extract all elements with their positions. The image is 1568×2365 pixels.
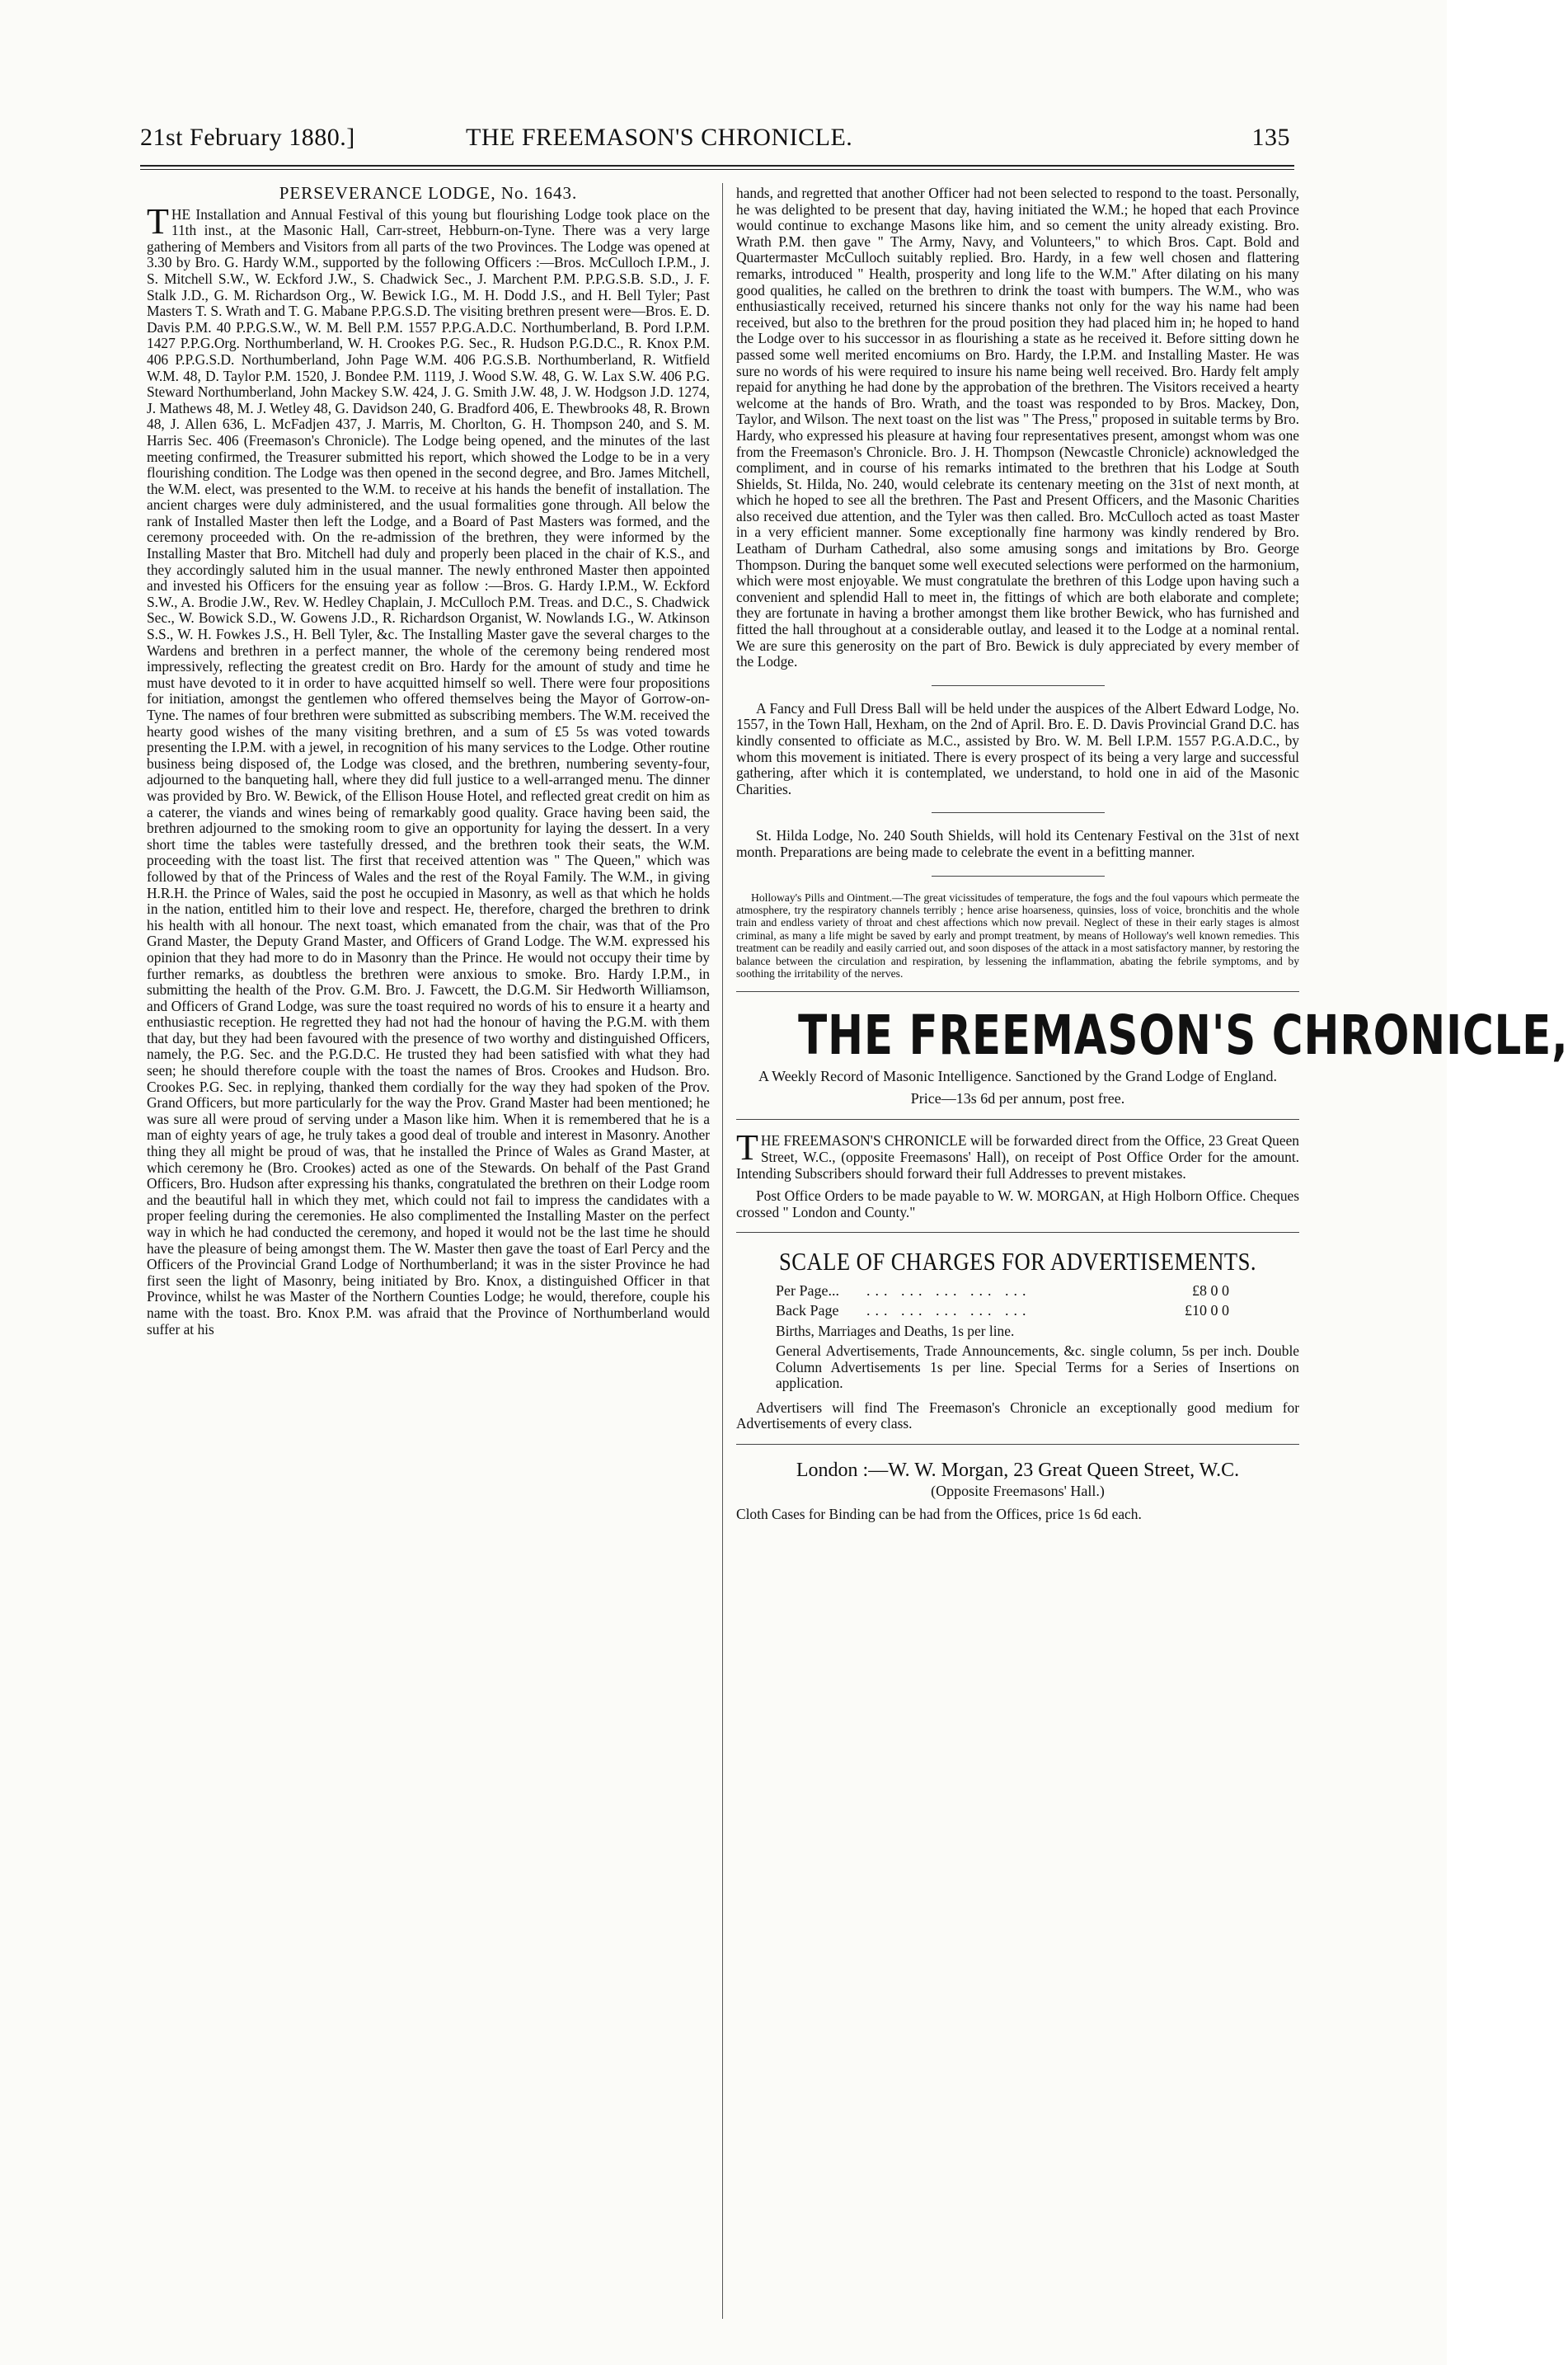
column-divider [722,183,723,2319]
opposite-hall: (Opposite Freemasons' Hall.) [931,1482,1105,1499]
right-column [736,185,1568,2313]
divider [932,685,1105,686]
charge-dots: ... ... ... ... ... [866,1302,1031,1319]
chronicle-subtitle: A Weekly Record of Masonic Intelligence. Sanctioned by the Grand Lodge of England. [758,1068,1278,1085]
london-address: London :—W. W. Morgan, 23 Great Queen Street, W.C. [796,1459,1240,1481]
page-number: 135 [1251,124,1290,151]
scale-of-charges-heading: SCALE OF CHARGES FOR ADVERTISEMENTS. [778,1247,1256,1277]
divider [736,1444,1299,1445]
charge-dots: ... ... ... ... ... [866,1282,1031,1300]
forwarding-notice: THE FREEMASON'S CHRONICLE will be forwarded direct from the Office, 23 Great Queen Street, W.C., (opposite Freemasons' Hall), on receipt of Post Office Order for the amount. Intending Subscribers should forward their full Addresses to prevent mistakes. [736,1127,1299,1182]
lodge-report-body: THE Installation and Annual Festival of this young but flourishing Lodge took place on the 11th inst., at the Masonic Hall, Carr-street, Hebburn-on-Tyne. There was a very large gathering of Members and Visitors from all parts of the two Provinces. The Lodge was opened at 3.30 by Bro. G. Hardy W.M., supported by the following Officers :—Bros. McCulloch I.P.M., J. S. Mitchell S.W., W. Eckford J.W., S. Chadwick Sec., J. Marchent P.M. P.P.G.S.B. S.D., J. F. Stalk J.D., G. M. Richardson Org., W. Bewick I.G., M. H. Dodd J.S., and H. Bell Tyler; Past Masters T. S. Wrath and T. G. Mabane P.P.G.S.D. The visiting brethren present were—Bros. E. D. Davis P.M. 40 P.P.G.S.W., W. M. Bell P.M. 1557 P.P.G.A.D.C. Northumberland, B. Pord I.P.M. 1427 P.P.G.Org. Northumberland, W. H. Crookes P.G. Sec., R. Hudson P.G.D.C., R. Knox P.M. 406 P.P.G.S.D. Northumberland, John Page W.M. 406 P.G.S.B. Northumberland, R. Witfield W.M. 48, D. Taylor P.M. 1520, J. Bondee P.M. 1119, J. Wood S.W. 48, G. W. Lax S.W. 406 P.G. Steward Northumberland, John Mackey S.W. 424, J. G. Smith J.W. 48, J. W. Hodgson J.D. 1274, J. Mathews 48, M. J. Wetley 48, G. Davidson 240, G. Bradford 406, E. Thewbrooks 48, R. Brown 48, J. Allen 636, L. McFadjen 437, J. Marris, M. Chorlton, G. H. Thompson 240, and S. M. Harris Sec. 406 (Freemason's Chronicle). The Lodge being opened, and the minutes of the last meeting confirmed, the Treasurer submitted his report, which showed the Lodge to be in a very flourishing condition. The Lodge was then opened in the second degree, and Bro. James Mitchell, the W.M. elect, was presented to the W.M. to receive at his hands the benefit of installation. The ancient charges were duly administered, and the usual formalities gone through. All below the rank of Installed Master then left the Lodge, and a Board of Past Masters was formed, and the ceremony proceeded with. On the re-admission of the brethren, they were informed by the Installing Master that Bro. Mitchell had duly and properly been placed in the chair of K.S., and they accordingly saluted him in the usual manner. The newly enthroned Master then appointed and invested his Officers for the ensuing year as follow :—Bros. G. Hardy I.P.M., W. Eckford S.W., A. Brodie J.W., Rev. W. Hedley Chaplain, J. McCulloch P.M. Treas. and D.C., S. Chadwick Sec., W. Bowick S.D., W. Gowens J.D., R. Richardson Organist, W. Nowlands I.G., W. Atkinson S.S., W. H. Fowkes J.S., H. Bell Tyler, &c. The Installing Master gave the several charges to the Wardens and brethren in a perfect manner, the whole of the ceremony being rendered most impressively, reflecting the greatest credit on Bro. Hardy for the amount of study and time he must have devoted to it in order to have acquitted himself so well. There were four propositions for initiation, amongst the gentlemen who offered themselves being the Mayor of Gorrow-on-Tyne. The names of four brethren were submitted as subscribing members. The W.M. received the hearty good wishes of the many visiting brethren, and a sum of £5 5s was voted towards presenting the I.P.M. with a jewel, in recognition of his many services to the Lodge. Other routine business being disposed of, the Lodge was closed, and the brethren, numbering seventy-four, adjourned to the banqueting hall, where they did full justice to a well-arranged menu. The dinner was provided by Bro. W. Bewick, of the Ellison House Hotel, and reflected great credit on him as a caterer, the viands and wines being of remarkably good quality. Grace having been said, the brethren adjourned to the smoking room to give an opportunity for laying the dessert. In a very short time the tables were tastefully dressed, and the brethren took their seats, the W.M. proceeding with the toast list. The first that received attention was " The Queen," which was followed by that of the Princess of Wales and the rest of the Royal Family. The W.M., in giving H.R.H. the Prince of Wales, said the post he occupied in Masonry, as well as that which he holds in the nation, entitled him to their love and respect. He, therefore, charged the brethren to drink his health with all honour. The next toast, which emanated from the chair, was that of the Pro Grand Master, the Deputy Grand Master, and Officers of Grand Lodge. The W.M. expressed his opinion that they had more to do in Masonry than the Prince. He would not occupy their time by further remarks, as doubtless the brethren were anxious to smoke. Bro. Hardy I.P.M., in submitting the health of the Prov. G.M. Bro. J. Fawcett, the D.G.M. Sir Hedworth Williamson, and Officers of Grand Lodge, was sure the toast required no words of his to ensure it a hearty and enthusiastic reception. He regretted they had not had the honour of having the P.G.M. with them that day, but they had been favoured with the presence of two worthy and distinguished Officers, namely, the P.G. Sec. and the P.G.D.C. He trusted they had been satisfied with what they had seen; he should therefore couple with the toast the names of Bros. Crookes and Hudson. Bro. Crookes P.G. Sec. in replying, thanked them cordially for the way they had spoken of the Prov. Grand Officers, but more particularly for the way the Prov. Grand Master had been mentioned; he was sure all were proud of serving under a Mason like him. When it is remembered that he is a man of eighty years of age, he truly takes a good deal of trouble and interest in Masonry. Another thing they all might be proud of was, that he installed the Prince of Wales as Grand Master, at which ceremony he (Bro. Crookes) acted as one of the Stewards. On behalf of the Past Grand Officers, Bro. Hudson after expressing his thanks, congratulated the brethren on their Lodge room and the beautiful hall in which they met, which could not fail to impress the candidates with a proper feeling during the ceremonies. He also complimented the Installing Master on the perfect way in which he had conducted the ceremony, and hoped it would not be the last time he should have the pleasure of being amongst them. The W. Master then gave the toast of Earl Percy and the Officers of the Provincial Grand Lodge of Northumberland; it was in the sister Province he had first seen the light of Masonry, being initiated by Bro. Knox, a distinguished Officer in that Province, whilst he was Master of the Northern Counties Lodge; he would, therefore, couple his name with the toast. Bro. Knox P.M. was afraid that the Province of Northumberland would suffer at his [147,200,710,1338]
st-hilda-notice: St. Hilda Lodge, No. 240 South Shields, will hold its Centenary Festival on the 31st of next month. Preparations are being made to celebrate the event in a befitting manner. [736,827,1299,860]
charge-row [776,1300,1299,1320]
ball-notice: A Fancy and Full Dress Ball will be held under the auspices of the Albert Edward Lodge, No. 1557, in the Town Hall, Hexham, on the 2nd of April. Bro. E. D. Davis Provincial Grand D.C. has kindly consented to officiate as M.C., assisted by Bro. W. M. Bell I.P.M. 1557 P.G.A.D.C., by whom this movement is initiated. There is every prospect of its being a very large and successful gathering, after which it is contemplated, we understand, to hold one in aid of the Masonic Charities. [736,699,1299,797]
publication-title: THE FREEMASON'S CHRONICLE. [466,124,853,151]
holloway-advert: Holloway's Pills and Ointment.—The great vicissitudes of temperature, the fogs and the foul vapours which permeate the atmosphere, try the respiratory channels terribly ; hence arise hoarseness, quinsies, loss of voice, bronchitis and the whole train and endless variety of throat and chest affections which now prevail. Neglect of these in their early stages is almost criminal, as many a life might be saved by early and prompt treatment, by means of Holloway's well known remedies. This treatment can be readily and easily carried out, and soon disposes of the attack in a most satisfactory manner, by restoring the balance between the circulation and respiration, by lessening the inflammation, abating the febrile symptoms, and by soothing the irritability of the nerves. [736,891,1299,980]
article-heading: PERSEVERANCE LODGE, No. 1643. [279,183,578,203]
masthead-rule-thin [140,169,1294,170]
postal-orders-notice: Post Office Orders to be made payable to W. W. MORGAN, at High Holborn Office. Cheques crossed " London and County." [736,1187,1299,1220]
advertisers-note: Advertisers will find The Freemason's Chronicle an exceptionally good medium for Advertisements of every class. [736,1399,1299,1432]
left-column [147,183,710,2313]
charge-amount: £10 0 0 [1185,1302,1229,1319]
masthead-rule [140,165,1294,167]
divider [932,876,1105,877]
lodge-report-continuation: hands, and regretted that another Officer had not been selected to respond to the toast. Personally, he was delighted to be present that day, having initiated the W.M.; he hoped that each Province would continue to exchange Masons like him, and so cement the unity already existing. Bro. Wrath P.M. then gave " The Army, Navy, and Volunteers," to which Bros. Capt. Bold and Quartermaster McCulloch suitably replied. Bro. Hardy, in a few well chosen and flattering remarks, introduced " Health, prosperity and long life to the W.M." After dilating on his many good qualities, he called on the brethren to drink the toast with bumpers. The W.M., who was enthusiastically received, returned his sincere thanks not only for the way his name had been received, but also to the brethren for the proud position they had placed him in; he hoped to hand the Lodge over to his successor in as flourishing a state as he received it. Before sitting down he passed some well merited encomiums on Bro. Hardy, the I.P.M. and Installing Master. He was sure no words of his were required to insure his name being well received. Bro. Hardy felt amply repaid for anything he had done by the approbation of the brethren. The Visitors received a hearty welcome at the hands of Bro. Wrath, and the toast was responded to by Bros. Mackey, Don, Taylor, and Wilson. The next toast on the list was " The Press," proposed in suitable terms by Bro. Hardy, who expressed his pleasure at having four representatives present, amongst whom was one from the Freemason's Chronicle. Bro. J. H. Thompson (Newcastle Chronicle) acknowledged the compliment, and in course of his remarks intimated to the brethren that his Lodge at South Shields, St. Hilda, No. 240, would celebrate its centenary meeting on the 31st of next month, at which he hoped to see all the brethren. The Past and Present Officers, and the Masonic Charities also received due attention, and the Tyler was then called. Bro. McCulloch acted as toast Master in a very efficient manner. Some exceptionally fine harmony was kindly rendered by Bro. Leatham of Durham Cathedral, also some amusing songs and imitations by Bro. George Thompson. During the banquet some well executed selections were performed on the harmonium, which were most enjoyable. We must congratulate the brethren of this Lodge upon having such a convenient and splendid Hall to meet in, the fittings of which are both elaborate and complete; they are fortunate in having a brother amongst them like brother Bewick, who has furnished and fitted the hall throughout at a considerable outlay, and leased it to the Lodge at a nominal rental. We are sure this generosity on the part of Bro. Bewick is duly appreciated by every member of the Lodge. [736,185,1299,670]
divider [932,812,1105,813]
general-advertisements: General Advertisements, Trade Announcements, &c. single column, 5s per inch. Double Column Advertisements 1s per line. Special Terms for a Series of Insertions on application. [776,1342,1299,1392]
masthead [140,124,1290,157]
charge-row [776,1281,1299,1300]
divider [736,1232,1299,1233]
issue-date: 21st February 1880.] [140,124,355,151]
charge-label: Back Page [776,1302,839,1319]
births-marriages-line: Births, Marriages and Deaths, 1s per line. [776,1323,1015,1340]
subscription-price: Price—13s 6d per annum, post free. [910,1090,1125,1107]
cloth-cases-notice: Cloth Cases for Binding can be had from the Offices, price 1s 6d each. [736,1505,1142,1522]
chronicle-title: THE FREEMASON'S CHRONICLE, [798,1004,1568,1068]
divider [736,1119,1299,1120]
divider [736,991,1299,992]
charge-amount: £8 0 0 [1192,1282,1229,1300]
charge-label: Per Page... [776,1282,839,1300]
